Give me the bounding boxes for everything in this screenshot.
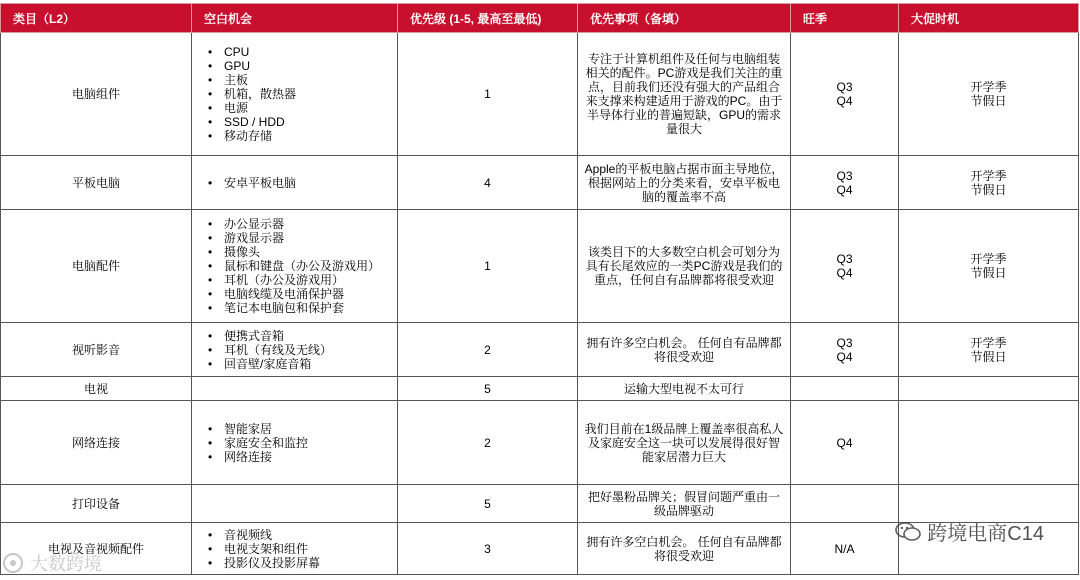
opportunity-item: • 智能家居 (208, 422, 391, 436)
opportunity-item: • 安卓平板电脑 (208, 176, 391, 190)
category-cell: 电脑配件 (1, 210, 192, 323)
priority-cell: 2 (398, 323, 578, 377)
priority-cell: 4 (398, 156, 578, 210)
opportunity-item: • 投影仪及投影屏幕 (208, 556, 391, 570)
promo-timing-cell (899, 210, 1079, 323)
table-row (1, 401, 1079, 485)
season-value: N/A (834, 541, 855, 556)
promo-value: 开学季 (970, 335, 1007, 350)
notes-cell: 该类目下的大多数空白机会可划分为具有长尾效应的一类PC游戏是我们的重点，任何自有品牌都将很受欢迎 (578, 210, 791, 323)
season-value: Q4 (836, 435, 853, 450)
season-value: Q4 (836, 349, 853, 364)
header-category: 类目（L2） (1, 4, 192, 33)
table-row (1, 323, 1079, 377)
opportunity-cell (192, 33, 398, 156)
notes-cell: 拥有许多空白机会。 任何自有品牌都将很受欢迎 (578, 323, 791, 377)
opportunity-cell (192, 210, 398, 323)
opportunity-cell (192, 323, 398, 377)
header-opportunity: 空白机会 (192, 4, 398, 33)
promo-value: 节假日 (970, 94, 1007, 108)
opportunity-item: • 移动存储 (208, 129, 391, 143)
opportunity-list (198, 422, 391, 464)
watermark-left (0, 550, 102, 576)
opportunity-item: • 主板 (208, 73, 391, 87)
promo-timing-cell (899, 377, 1079, 401)
opportunity-item: • GPU (208, 59, 391, 73)
promo-value: 节假日 (970, 182, 1007, 197)
season-value: Q3 (836, 252, 853, 266)
priority-cell: 1 (398, 210, 578, 323)
table-row (1, 33, 1079, 156)
category-cell: 打印设备 (1, 485, 192, 523)
opportunity-item: • 机箱，散热器 (208, 87, 391, 101)
header-notes: 优先事项（备填） (578, 4, 791, 33)
brand-logo-icon (0, 552, 26, 574)
table-row (1, 156, 1079, 210)
category-opportunity-table (0, 3, 1079, 575)
notes-cell: 拥有许多空白机会。 任何自有品牌都将很受欢迎 (578, 523, 791, 575)
category-cell: 网络连接 (1, 401, 192, 485)
opportunity-list (198, 528, 391, 570)
table-row (1, 377, 1079, 401)
promo-value: 开学季 (970, 80, 1007, 94)
wechat-icon (895, 522, 921, 542)
opportunity-item: • 网络连接 (208, 450, 391, 464)
opportunity-cell (192, 156, 398, 210)
opportunity-cell (192, 485, 398, 523)
peak-season-cell (791, 156, 899, 210)
opportunity-item: • 耳机（办公及游戏用） (208, 273, 391, 287)
category-cell: 电脑组件 (1, 33, 192, 156)
priority-cell: 5 (398, 485, 578, 523)
season-value: Q3 (836, 168, 853, 183)
priority-cell: 2 (398, 401, 578, 485)
table-row (1, 210, 1079, 323)
opportunity-item: • 家庭安全和监控 (208, 436, 391, 450)
season-value: Q3 (836, 80, 853, 94)
opportunity-cell (192, 523, 398, 575)
opportunity-list (198, 176, 391, 190)
opportunity-item: • 办公显示器 (208, 217, 391, 231)
priority-cell: 1 (398, 33, 578, 156)
opportunity-item: • 电脑线缆及电涌保护器 (208, 287, 391, 301)
header-peak-season: 旺季 (791, 4, 899, 33)
opportunity-cell (192, 377, 398, 401)
opportunity-item: • 游戏显示器 (208, 231, 391, 245)
category-cell: 视听影音 (1, 323, 192, 377)
promo-value: 开学季 (970, 252, 1007, 266)
peak-season-cell (791, 323, 899, 377)
promo-value: 节假日 (970, 266, 1007, 280)
header-row (1, 4, 1079, 33)
peak-season-cell (791, 377, 899, 401)
promo-timing-cell (899, 323, 1079, 377)
opportunity-item: • 便携式音箱 (208, 329, 391, 343)
opportunity-item: • 耳机（有线及无线） (208, 343, 391, 357)
notes-cell: 运输大型电视不太可行 (578, 377, 791, 401)
opportunity-list (198, 45, 391, 143)
opportunity-item: • 摄像头 (208, 245, 391, 259)
opportunity-item: • 电源 (208, 101, 391, 115)
priority-cell: 5 (398, 377, 578, 401)
peak-season-cell (791, 485, 899, 523)
priority-cell: 3 (398, 523, 578, 575)
opportunity-item: • 音视频线 (208, 528, 391, 542)
season-value: Q4 (836, 266, 853, 280)
season-value: Q4 (836, 182, 853, 197)
peak-season-cell (791, 33, 899, 156)
header-priority: 优先级 (1-5, 最高至最低) (398, 4, 578, 33)
opportunity-list (198, 217, 391, 315)
watermark-right-text: 跨境电商C14 (927, 523, 1044, 545)
season-value: Q4 (836, 94, 853, 108)
category-cell: 电视及音视频配件 (1, 523, 192, 575)
opportunity-item: • 回音壁/家庭音箱 (208, 357, 391, 371)
promo-timing-cell (899, 156, 1079, 210)
opportunity-item: • 笔记本电脑包和保护套 (208, 301, 391, 315)
promo-timing-cell (899, 33, 1079, 156)
promo-value: 节假日 (970, 349, 1007, 364)
watermark-right (895, 517, 1044, 546)
notes-cell: 我们目前在1级品牌上覆盖率很高私人及家庭安全这一块可以发展得很好智能家居潜力巨大 (578, 401, 791, 485)
promo-value: 开学季 (970, 168, 1007, 183)
opportunity-item: • 鼠标和键盘（办公及游戏用） (208, 259, 391, 273)
opportunity-cell (192, 401, 398, 485)
opportunity-item: • CPU (208, 45, 391, 59)
notes-cell: 专注于计算机组件及任何与电脑组装相关的配件。PC游戏是我们关注的重点，目前我们还没有强大的产品组合来支撑来构建适用于游戏的PC。由于半导体行业的普遍短缺，GPU的需求量很大 (578, 33, 791, 156)
category-cell: 电视 (1, 377, 192, 401)
opportunity-item: • SSD / HDD (208, 115, 391, 129)
notes-cell: 把好墨粉品牌关；假冒问题严重由一级品牌驱动 (578, 485, 791, 523)
notes-cell: Apple的平板电脑占据市面主导地位，根据网站上的分类来看，安卓平板电脑的覆盖率不高 (578, 156, 791, 210)
peak-season-cell (791, 401, 899, 485)
opportunity-item: • 电视支架和组件 (208, 542, 391, 556)
peak-season-cell (791, 523, 899, 575)
peak-season-cell (791, 210, 899, 323)
watermark-left-text: 大数跨境 (30, 554, 102, 574)
category-cell: 平板电脑 (1, 156, 192, 210)
opportunity-list (198, 329, 391, 371)
season-value: Q3 (836, 335, 853, 350)
header-promo-timing: 大促时机 (899, 4, 1079, 33)
promo-timing-cell (899, 401, 1079, 485)
